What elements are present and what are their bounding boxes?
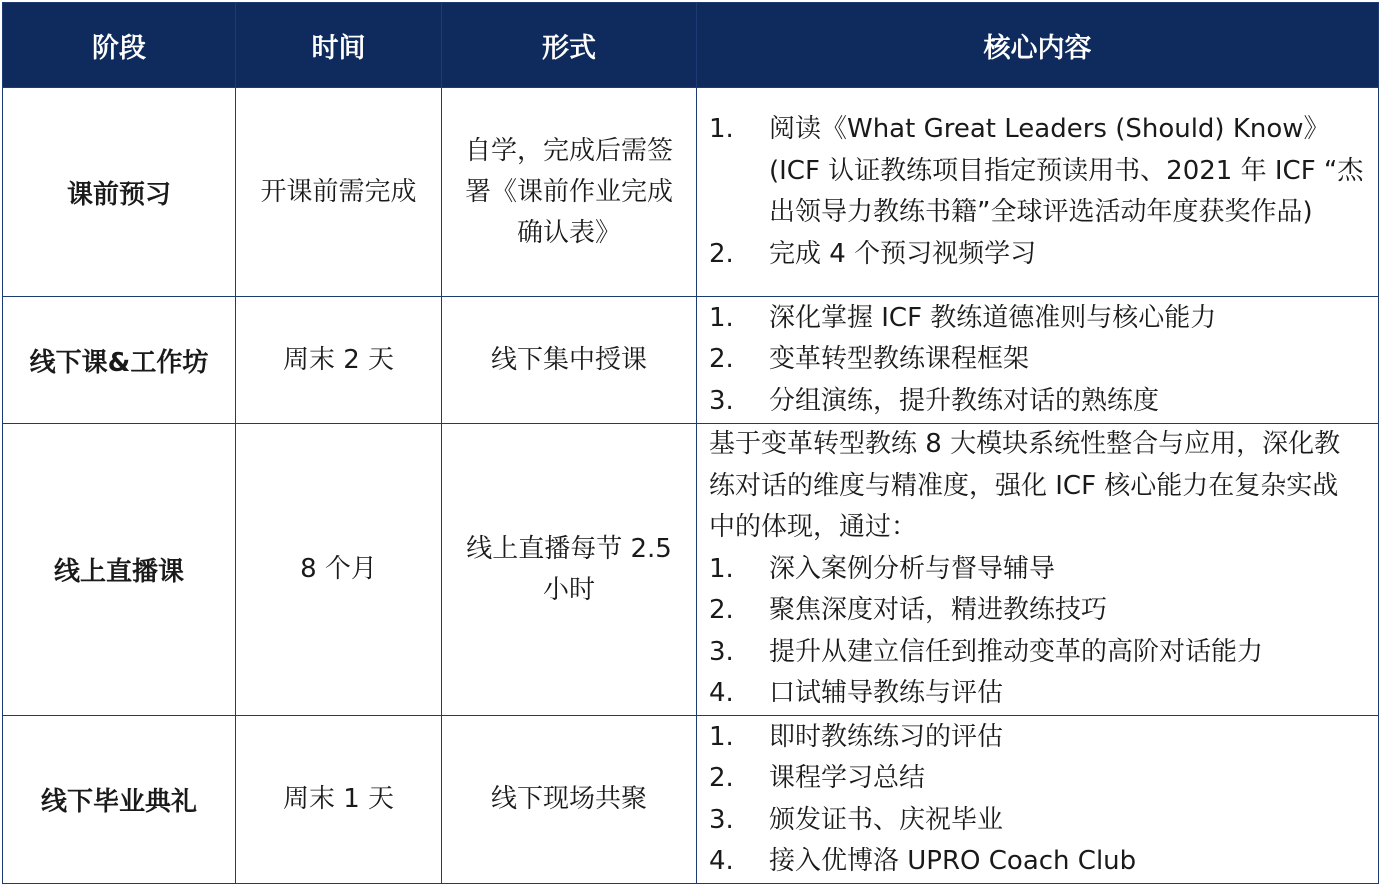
time-cell: 周末 2 天: [236, 297, 442, 424]
header-row: [3, 3, 1379, 88]
table-row: [3, 716, 1379, 884]
item-text: 课程学习总结: [769, 763, 926, 793]
time-cell: 8 个月: [236, 424, 442, 716]
header-format: 形式: [442, 3, 697, 88]
item-number: 1.: [709, 721, 734, 752]
format-cell: 自学，完成后需签署《课前作业完成确认表》: [442, 88, 697, 297]
item-text: 深化掌握 ICF 教练道德准则与核心能力: [769, 302, 1217, 333]
item-text: 接入优博洛 UPRO Coach Club: [769, 846, 1137, 876]
item-text: 颁发证书、庆祝毕业: [769, 804, 1004, 835]
stage-cell: 课前预习: [3, 88, 236, 297]
time-cell: 开课前需完成: [236, 88, 442, 297]
item-number: 2.: [709, 763, 734, 793]
time-cell: 周末 1 天: [236, 716, 442, 884]
content-cell: [697, 88, 1379, 297]
item-text: 变革转型教练课程框架: [769, 344, 1030, 375]
item-number: 1.: [709, 114, 734, 144]
list-item: [709, 800, 1364, 842]
item-number: 3.: [709, 385, 734, 416]
format-cell: 线下现场共聚: [442, 716, 697, 884]
table-row: [3, 424, 1379, 716]
header-time: 时间: [236, 3, 442, 88]
item-text: 分组演练，提升教练对话的熟练度: [769, 385, 1160, 416]
item-text: 聚焦深度对话，精进教练技巧: [769, 595, 1108, 626]
table-row: [3, 88, 1379, 297]
list-item: [709, 339, 1364, 381]
header-stage: 阶段: [3, 3, 236, 88]
format-cell: 线上直播每节 2.5 小时: [442, 424, 697, 716]
item-number: 3.: [709, 804, 734, 835]
item-number: 3.: [709, 636, 734, 667]
stage-cell: 线下课&工作坊: [3, 297, 236, 424]
stage-cell: 线上直播课: [3, 424, 236, 716]
program-table: [2, 2, 1379, 884]
content-cell: [697, 424, 1379, 716]
item-text: 即时教练练习的评估: [769, 721, 1004, 752]
item-text: 口试辅导教练与评估: [769, 678, 1004, 709]
list-item: [709, 298, 1364, 340]
list-item: [709, 381, 1364, 423]
format-cell: 线下集中授课: [442, 297, 697, 424]
item-number: 2.: [709, 344, 734, 375]
item-text: 提升从建立信任到推动变革的高阶对话能力: [769, 636, 1264, 667]
content-intro: 基于变革转型教练 8 大模块系统性整合与应用，深化教练对话的维度与精准度，强化 ICF 核心能力在复杂实战中的体现，通过：: [709, 429, 1341, 543]
list-item: [709, 549, 1364, 591]
list-item: [709, 841, 1364, 883]
item-number: 4.: [709, 678, 734, 709]
item-number: 1.: [709, 553, 734, 584]
list-item: [709, 673, 1364, 715]
list-item: [709, 234, 1364, 276]
table-row: [3, 297, 1379, 424]
list-item: [709, 717, 1364, 759]
content-cell: [697, 297, 1379, 424]
content-cell: [697, 716, 1379, 884]
list-item: [709, 109, 1364, 234]
item-number: 2.: [709, 595, 734, 626]
item-text: 完成 4 个预习视频学习: [769, 238, 1037, 269]
item-number: 4.: [709, 846, 734, 876]
list-item: [709, 758, 1364, 800]
header-content: 核心内容: [697, 3, 1379, 88]
item-text: 深入案例分析与督导辅导: [769, 553, 1056, 584]
item-number: 2.: [709, 238, 734, 269]
stage-cell: 线下毕业典礼: [3, 716, 236, 884]
item-number: 1.: [709, 302, 734, 333]
item-text: 阅读《What Great Leaders (Should) Know》(ICF 认证教练项目指定预读用书、2021 年 ICF “杰出领导力教练书籍”全球评选活动年度获奖作品): [769, 114, 1364, 227]
list-item: [709, 590, 1364, 632]
list-item: [709, 632, 1364, 674]
